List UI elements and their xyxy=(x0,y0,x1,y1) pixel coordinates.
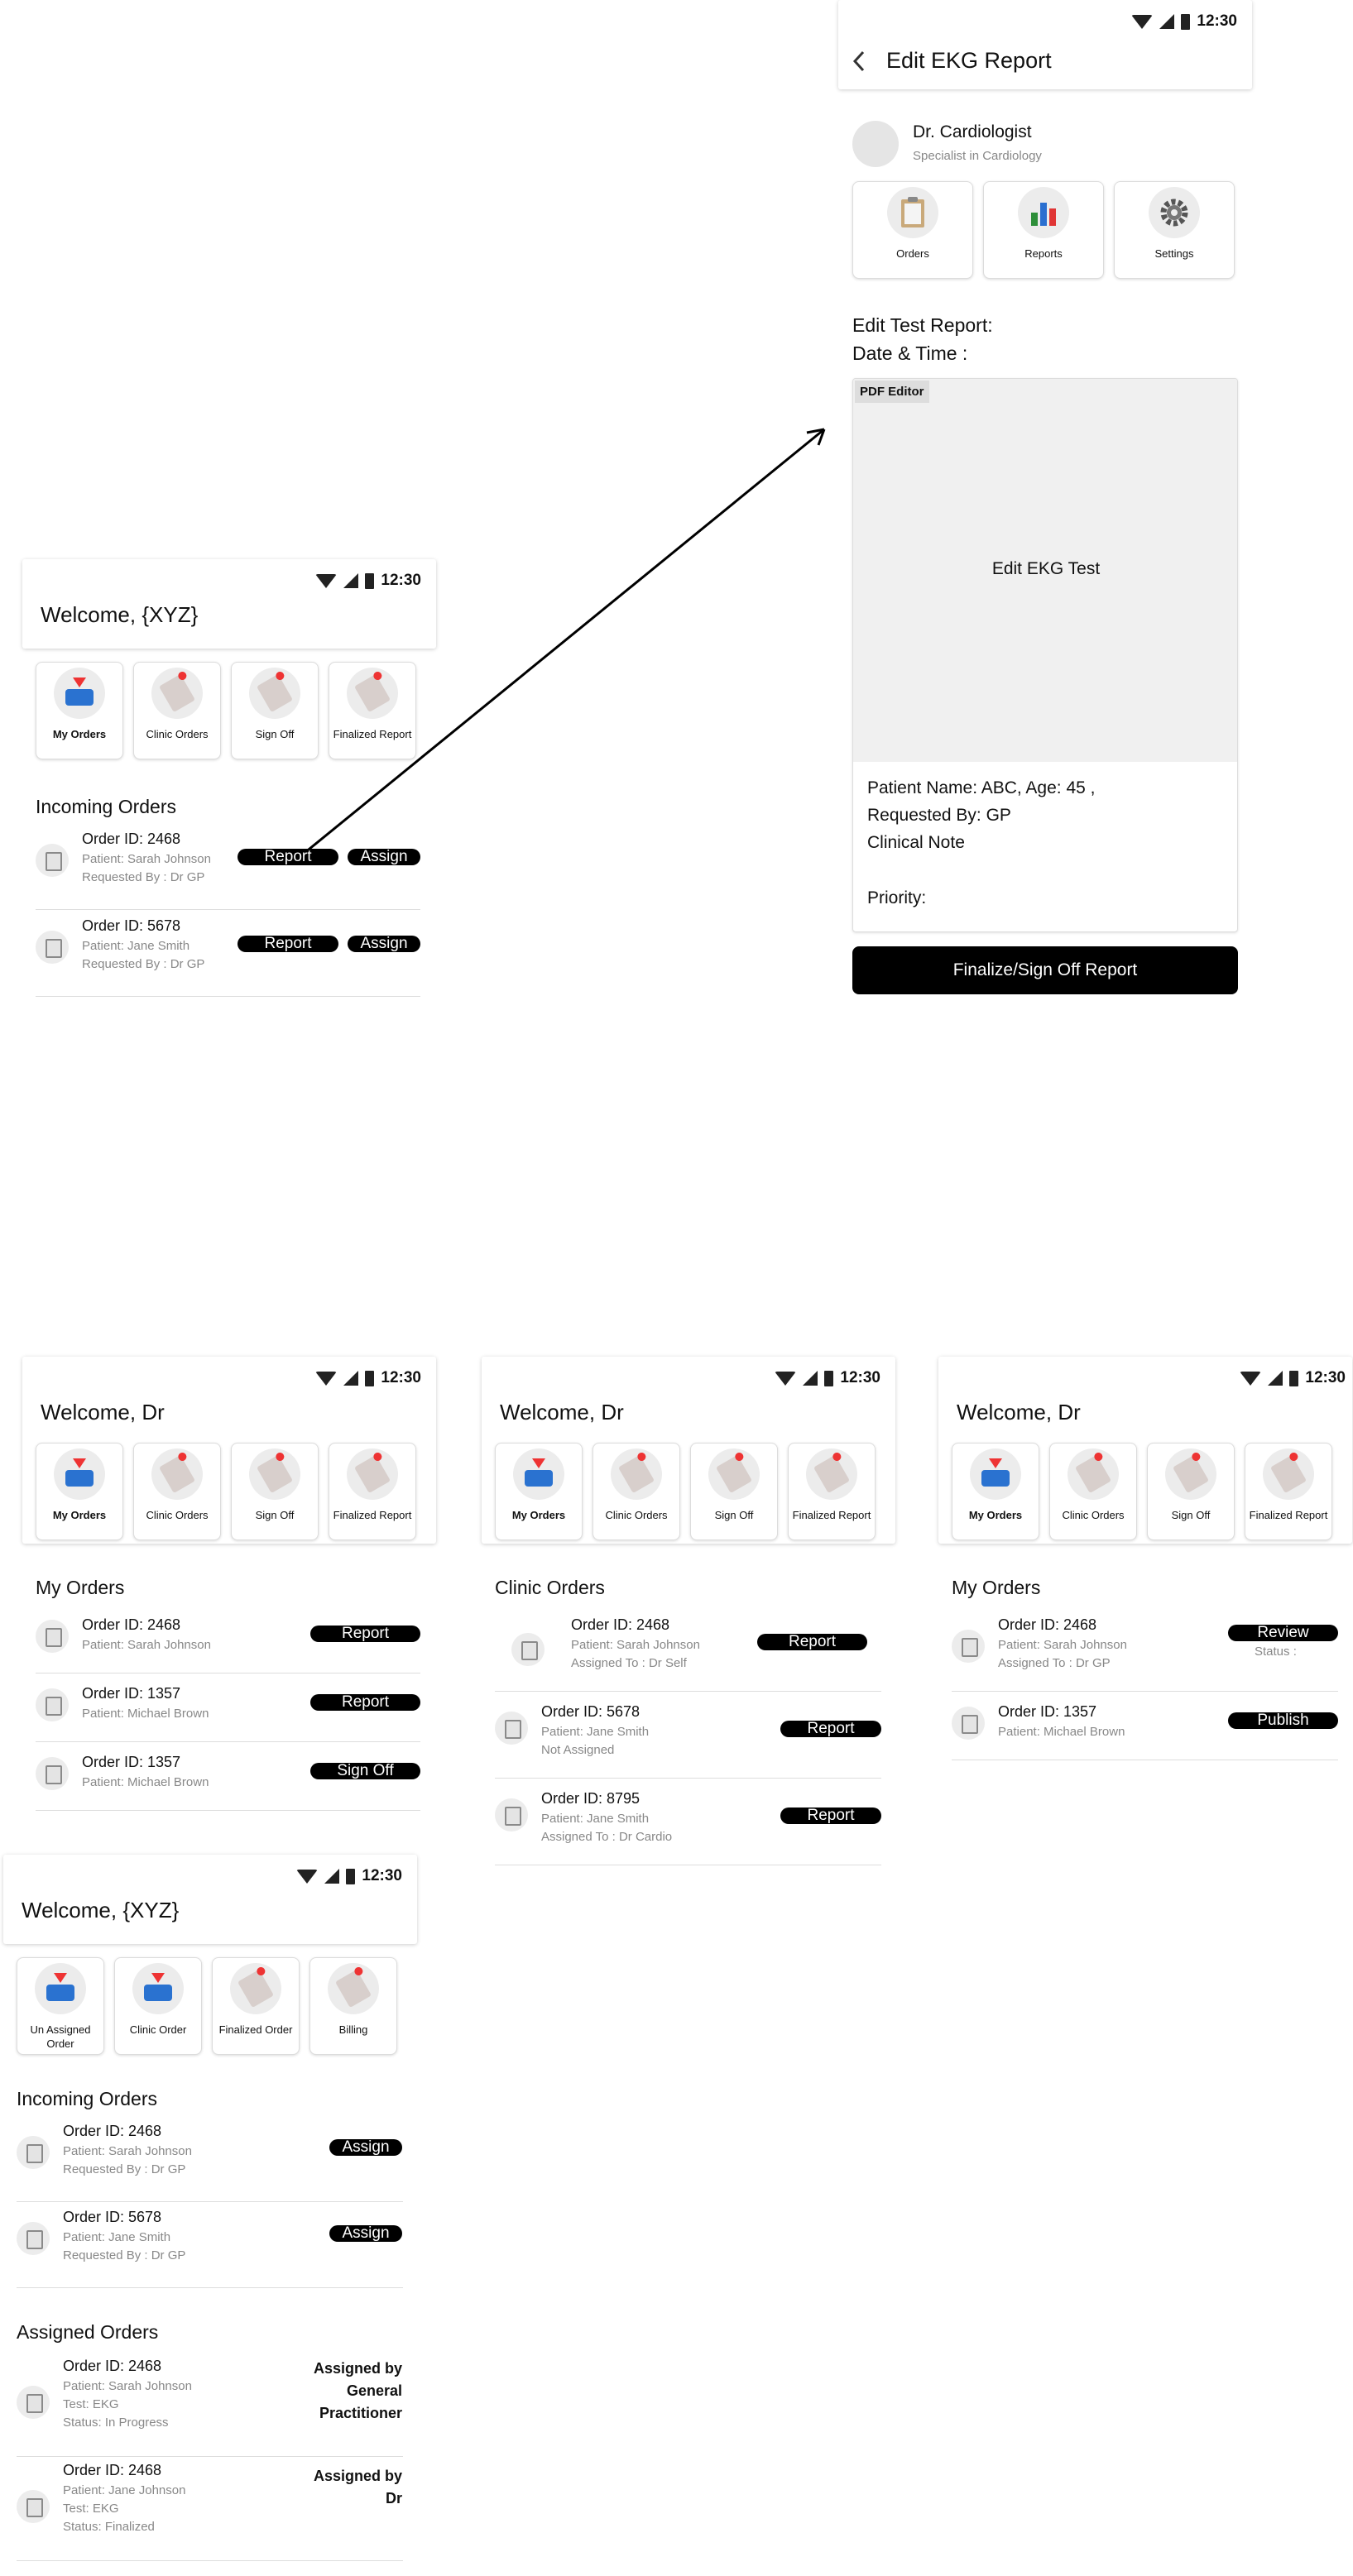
sign-off-button[interactable]: Sign Off xyxy=(310,1763,420,1779)
status-time: 12:30 xyxy=(1305,1369,1346,1386)
battery-icon xyxy=(824,1371,833,1386)
tile-label: Sign Off xyxy=(255,728,295,740)
report-button[interactable]: Report xyxy=(780,1808,881,1824)
list-item[interactable] xyxy=(952,1605,1338,1692)
assigned-by: Assigned by General Practitioner xyxy=(313,2360,402,2421)
tile-finalized-report[interactable] xyxy=(329,662,416,759)
order-id: Order ID: 1357 xyxy=(82,1685,181,1702)
tag-icon xyxy=(328,1963,379,2014)
tile-label: Sign Off xyxy=(714,1509,754,1521)
clinic-orders-screen xyxy=(482,1357,895,1870)
list-item[interactable] xyxy=(17,2457,403,2561)
tile-label: Billing xyxy=(338,2023,368,2036)
patient-name: Patient: Michael Brown xyxy=(82,1775,209,1789)
list-item[interactable] xyxy=(36,1742,420,1811)
tile-label: Clinic Orders xyxy=(1062,1509,1125,1521)
inbox-icon xyxy=(35,1963,86,2014)
tile-label: My Orders xyxy=(52,1509,107,1521)
status-time: 12:30 xyxy=(381,572,421,589)
tile-label: Clinic Orders xyxy=(146,728,209,740)
priority-label: Priority: xyxy=(867,888,927,907)
inbox-icon xyxy=(54,668,105,719)
list-item[interactable] xyxy=(17,2202,403,2288)
wifi-icon xyxy=(775,1372,796,1386)
wifi-icon xyxy=(296,1870,318,1884)
report-button[interactable]: Report xyxy=(780,1721,881,1737)
wifi-icon xyxy=(315,574,337,588)
patient-name: Patient: Jane Smith xyxy=(82,939,190,953)
tag-icon xyxy=(611,1448,662,1500)
doctor-specialty: Specialist in Cardiology xyxy=(913,149,1042,163)
tile-label: Finalized Order xyxy=(218,2023,293,2036)
test-name: Test: EKG xyxy=(63,2397,119,2411)
tile-clinic-orders[interactable] xyxy=(133,1443,221,1540)
gp-home-screen xyxy=(22,559,436,1006)
tag-icon xyxy=(151,1448,203,1500)
menu-tiles xyxy=(495,1443,876,1540)
section-title: My Orders xyxy=(36,1577,125,1598)
tile-finalized-report[interactable] xyxy=(1245,1443,1332,1540)
order-id: Order ID: 5678 xyxy=(82,917,181,934)
tag-icon xyxy=(708,1448,760,1500)
tile-finalized-order[interactable] xyxy=(212,1957,300,2055)
status-time: 12:30 xyxy=(381,1369,421,1386)
order-id: Order ID: 2468 xyxy=(82,831,181,847)
pdf-editor-label: PDF Editor xyxy=(855,381,929,403)
tile-label: My Orders xyxy=(52,728,107,740)
clipboard-icon xyxy=(495,1712,528,1745)
tile-finalized-report[interactable] xyxy=(788,1443,876,1540)
admin-home-screen xyxy=(3,1855,417,2574)
list-item[interactable] xyxy=(952,1692,1338,1760)
tile-label: Clinic Order xyxy=(129,2023,187,2036)
status-bar xyxy=(775,1370,880,1386)
tile-my-orders[interactable] xyxy=(495,1443,583,1540)
assign-button[interactable]: Assign xyxy=(329,2139,402,2156)
tile-my-orders[interactable] xyxy=(36,1443,123,1540)
order-status: Status: In Progress xyxy=(63,2416,169,2430)
tile-label: Sign Off xyxy=(255,1509,295,1521)
requested-line: Requested By: GP xyxy=(867,806,1011,825)
clipboard-icon xyxy=(952,1630,985,1663)
list-item[interactable] xyxy=(495,1779,881,1865)
tile-clinic-orders[interactable] xyxy=(593,1443,680,1540)
welcome-title: Welcome, Dr xyxy=(500,1400,624,1424)
tile-unassigned-order[interactable] xyxy=(17,1957,104,2055)
page-title: Edit EKG Report xyxy=(886,48,1052,73)
tile-sign-off[interactable] xyxy=(690,1443,778,1540)
patient-name: Patient: Jane Smith xyxy=(541,1725,650,1739)
signal-icon xyxy=(343,573,358,588)
section-title: Incoming Orders xyxy=(17,2088,158,2109)
welcome-title: Welcome, Dr xyxy=(957,1400,1081,1424)
tile-label: Finalized Report xyxy=(333,1509,412,1521)
order-id: Order ID: 2468 xyxy=(998,1616,1097,1633)
tile-label: Reports xyxy=(1024,247,1063,260)
report-button[interactable]: Report xyxy=(237,849,338,865)
order-id: Order ID: 2468 xyxy=(63,2358,162,2374)
section-title: Incoming Orders xyxy=(36,796,177,817)
tile-my-orders[interactable] xyxy=(952,1443,1039,1540)
tag-icon xyxy=(806,1448,857,1500)
tile-sign-off[interactable] xyxy=(231,662,319,759)
battery-icon xyxy=(365,573,374,589)
menu-tiles xyxy=(952,1443,1332,1540)
order-id: Order ID: 2468 xyxy=(82,1616,181,1633)
patient-name: Patient: Sarah Johnson xyxy=(998,1638,1127,1652)
date-time-label: Date & Time : xyxy=(852,342,968,364)
tile-clinic-orders[interactable] xyxy=(1049,1443,1137,1540)
patient-name: Patient: Sarah Johnson xyxy=(63,2379,192,2393)
tile-label: Finalized Report xyxy=(792,1509,871,1521)
welcome-title: Welcome, {XYZ} xyxy=(41,602,199,627)
assigned-to: Assigned To : Dr GP xyxy=(998,1656,1111,1670)
clipboard-icon xyxy=(511,1633,545,1666)
battery-icon xyxy=(346,1869,355,1884)
wifi-icon xyxy=(315,1372,337,1386)
tag-icon xyxy=(347,668,398,719)
tile-label: Sign Off xyxy=(1171,1509,1211,1521)
list-item[interactable] xyxy=(17,2116,403,2202)
app-bar xyxy=(22,559,436,649)
signal-icon xyxy=(324,1869,339,1884)
publish-button[interactable]: Publish xyxy=(1228,1712,1338,1729)
tag-icon xyxy=(249,1448,300,1500)
requested-by: Requested By : Dr GP xyxy=(82,870,205,884)
clipboard-icon xyxy=(17,2490,50,2523)
edit-test-report-label: Edit Test Report: xyxy=(852,314,993,336)
tag-icon xyxy=(1068,1448,1119,1500)
tile-label: Finalized Report xyxy=(1249,1509,1328,1521)
clipboard-icon xyxy=(36,844,69,877)
app-bar xyxy=(3,1855,417,1944)
report-button[interactable]: Report xyxy=(310,1694,420,1711)
menu-tiles xyxy=(36,662,416,759)
edit-test-label: Edit EKG Test xyxy=(991,559,1101,578)
tile-label: My Orders xyxy=(511,1509,566,1521)
list-item[interactable] xyxy=(495,1605,881,1692)
tag-icon xyxy=(230,1963,281,2014)
clipboard-icon xyxy=(17,2222,50,2255)
signal-icon xyxy=(1268,1371,1283,1386)
section-title: Clinic Orders xyxy=(495,1577,605,1598)
status-time: 12:30 xyxy=(1197,12,1237,30)
order-id: Order ID: 1357 xyxy=(82,1754,181,1770)
tile-my-orders[interactable] xyxy=(36,662,123,759)
patient-name: Patient: Jane Johnson xyxy=(63,2483,186,2497)
patient-line: Patient Name: ABC, Age: 45 , xyxy=(867,778,1096,797)
welcome-title: Welcome, {XYZ} xyxy=(22,1898,180,1922)
tag-icon xyxy=(249,668,300,719)
section-title: My Orders xyxy=(952,1577,1041,1598)
section-title: Assigned Orders xyxy=(17,2321,159,2343)
report-button[interactable]: Report xyxy=(310,1626,420,1642)
inbox-icon xyxy=(513,1448,564,1500)
tile-label: Settings xyxy=(1154,247,1194,260)
tile-clinic-order[interactable] xyxy=(114,1957,202,2055)
clipboard-icon xyxy=(17,2386,50,2419)
assign-button[interactable]: Assign xyxy=(348,936,420,952)
tile-label: Un Assigned Order xyxy=(30,2023,91,2050)
doctor-name: Dr. Cardiologist xyxy=(913,122,1032,141)
review-orders-screen xyxy=(938,1357,1352,1770)
review-button[interactable]: Review xyxy=(1228,1625,1338,1641)
list-item[interactable] xyxy=(36,824,420,910)
tile-label: Orders xyxy=(896,247,929,260)
order-id: Order ID: 5678 xyxy=(541,1703,641,1720)
patient-name: Patient: Sarah Johnson xyxy=(82,1638,211,1652)
inbox-icon xyxy=(132,1963,184,2014)
status-time: 12:30 xyxy=(362,1867,402,1884)
clipboard-icon xyxy=(36,931,69,964)
patient-name: Patient: Jane Smith xyxy=(63,2230,171,2244)
clipboard-icon xyxy=(36,1757,69,1790)
order-id: Order ID: 5678 xyxy=(63,2209,162,2225)
status-bar xyxy=(296,1868,402,1884)
status-bar xyxy=(1240,1370,1346,1386)
finalize-button[interactable]: Finalize/Sign Off Report xyxy=(852,946,1238,994)
report-button[interactable]: Report xyxy=(757,1634,867,1650)
clipboard-icon xyxy=(36,1688,69,1721)
status-bar xyxy=(315,572,421,589)
tag-icon xyxy=(347,1448,398,1500)
welcome-title: Welcome, Dr xyxy=(41,1400,165,1424)
tile-clinic-orders[interactable] xyxy=(133,662,221,759)
assigned-to: Assigned To : Dr Self xyxy=(571,1656,687,1670)
tag-icon xyxy=(1263,1448,1314,1500)
order-id: Order ID: 2468 xyxy=(63,2462,162,2478)
status-time: 12:30 xyxy=(840,1369,880,1386)
order-id: Order ID: 8795 xyxy=(541,1790,641,1807)
wifi-icon xyxy=(1240,1372,1261,1386)
assign-button[interactable]: Assign xyxy=(329,2225,402,2242)
my-orders-screen xyxy=(22,1357,436,1820)
tile-label: My Orders xyxy=(968,1509,1023,1521)
tile-label: Clinic Orders xyxy=(146,1509,209,1521)
assign-button[interactable]: Assign xyxy=(348,849,420,865)
list-item[interactable] xyxy=(36,911,420,997)
assigned-to: Assigned To : Dr Cardio xyxy=(541,1830,673,1844)
tile-finalized-report[interactable] xyxy=(329,1443,416,1540)
tile-billing[interactable] xyxy=(309,1957,397,2055)
inbox-icon xyxy=(970,1448,1021,1500)
clipboard-icon xyxy=(952,1707,985,1740)
status-bar xyxy=(315,1370,421,1386)
clipboard-icon xyxy=(495,1798,528,1831)
menu-tiles xyxy=(17,1957,397,2055)
list-item[interactable] xyxy=(36,1605,420,1673)
order-id: Order ID: 1357 xyxy=(998,1703,1097,1720)
clinical-note-label: Clinical Note xyxy=(867,833,965,852)
assigned-by: Assigned by Dr xyxy=(313,2468,402,2507)
list-item[interactable] xyxy=(495,1692,881,1779)
requested-by: Requested By : Dr GP xyxy=(82,957,205,971)
signal-icon xyxy=(343,1371,358,1386)
battery-icon xyxy=(1289,1371,1298,1386)
assigned-to: Not Assigned xyxy=(541,1743,615,1757)
tag-icon xyxy=(151,668,203,719)
requested-by: Requested By : Dr GP xyxy=(63,2162,186,2176)
patient-name: Patient: Jane Smith xyxy=(541,1812,650,1826)
order-status: Status: Finalized xyxy=(63,2520,155,2534)
tile-label: Clinic Orders xyxy=(605,1509,668,1521)
patient-name: Patient: Michael Brown xyxy=(998,1725,1125,1739)
battery-icon xyxy=(365,1371,374,1386)
patient-name: Patient: Michael Brown xyxy=(82,1707,209,1721)
clipboard-icon xyxy=(17,2136,50,2169)
tag-icon xyxy=(1165,1448,1216,1500)
tile-label: Finalized Report xyxy=(333,728,412,740)
patient-name: Patient: Sarah Johnson xyxy=(571,1638,700,1652)
tile-sign-off[interactable] xyxy=(231,1443,319,1540)
patient-name: Patient: Sarah Johnson xyxy=(63,2144,192,2158)
order-id: Order ID: 2468 xyxy=(63,2123,162,2139)
test-name: Test: EKG xyxy=(63,2502,119,2516)
signal-icon xyxy=(803,1371,818,1386)
order-id: Order ID: 2468 xyxy=(571,1616,670,1633)
clipboard-icon xyxy=(36,1620,69,1653)
menu-tiles xyxy=(36,1443,416,1540)
list-item[interactable] xyxy=(36,1673,420,1742)
list-item[interactable] xyxy=(17,2353,403,2457)
tile-sign-off[interactable] xyxy=(1147,1443,1235,1540)
inbox-icon xyxy=(54,1448,105,1500)
requested-by: Requested By : Dr GP xyxy=(63,2248,186,2262)
status-label: Status : xyxy=(1255,1645,1297,1659)
report-button[interactable]: Report xyxy=(237,936,338,952)
patient-name: Patient: Sarah Johnson xyxy=(82,852,211,866)
